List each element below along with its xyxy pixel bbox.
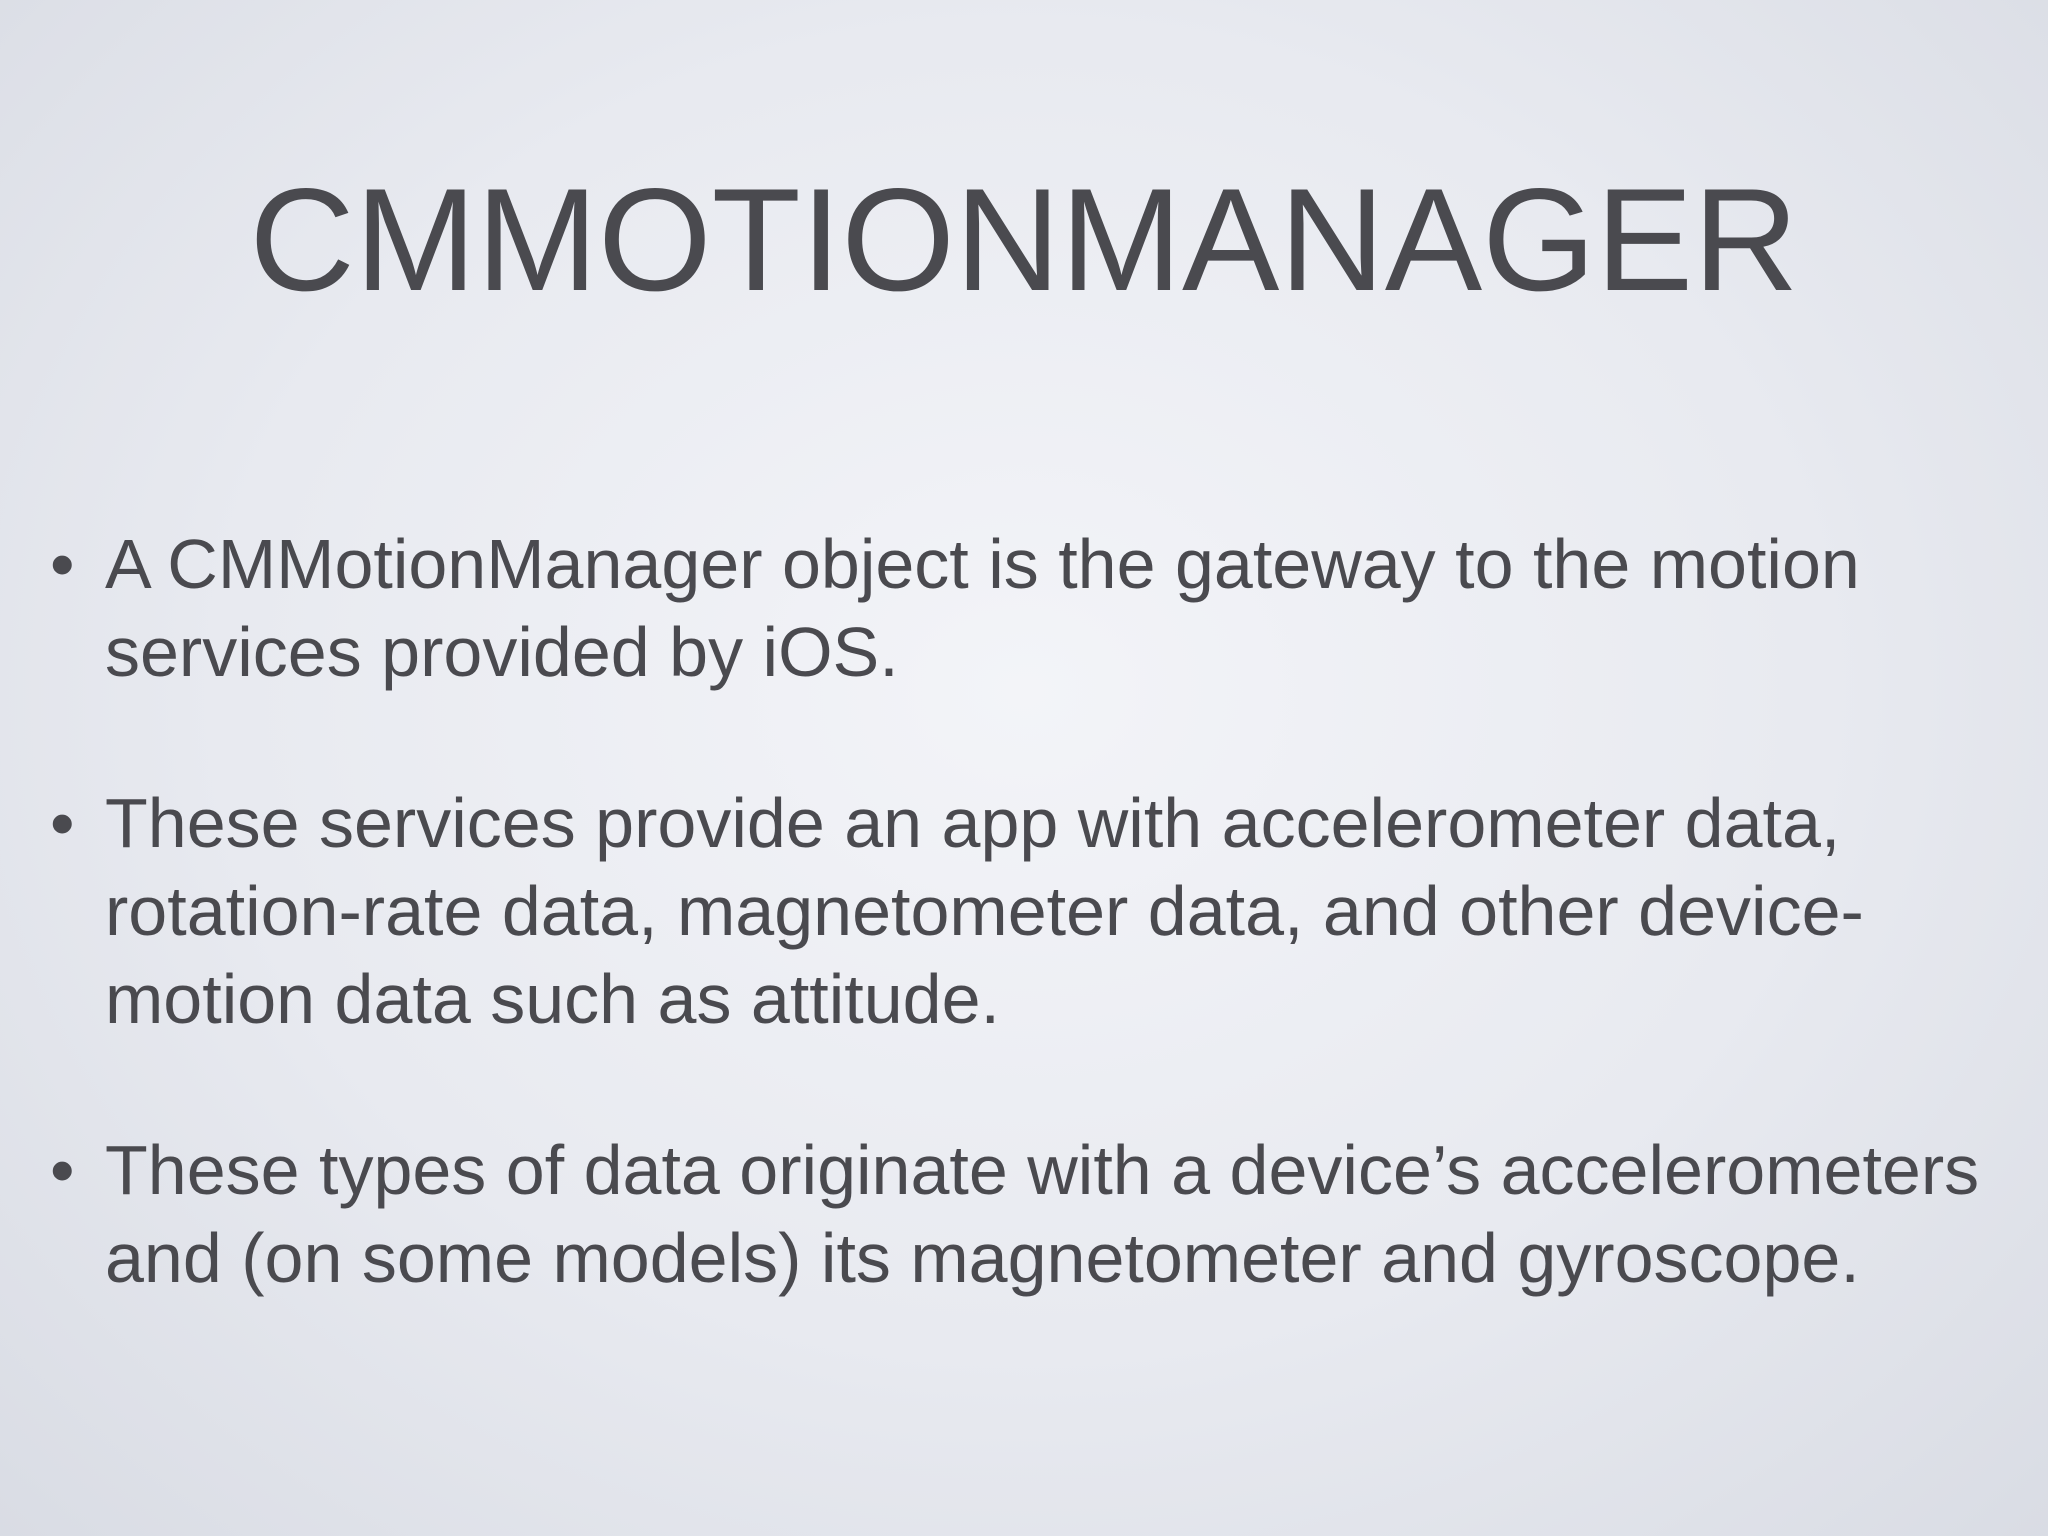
slide-title: CMMOTIONMANAGER: [249, 158, 1799, 321]
bullet-list: [50, 520, 2010, 1385]
bullet-marker: •: [50, 525, 75, 603]
bullet-text: A CMMotionManager object is the gateway to the motion services provided by iOS.: [105, 525, 1860, 691]
bullet-text: These types of data originate with a device’s accelerometers and (on some models) its magnetometer and gyroscope.: [105, 1131, 1980, 1297]
bullet-item: [50, 520, 2010, 696]
bullet-item: [50, 779, 2010, 1043]
bullet-item: [50, 1126, 2010, 1302]
bullet-marker: •: [50, 784, 75, 862]
bullet-text: These services provide an app with accelerometer data, rotation-rate data, magnetometer data, and other device-motion data such as attitude.: [105, 784, 1864, 1038]
bullet-marker: •: [50, 1131, 75, 1209]
